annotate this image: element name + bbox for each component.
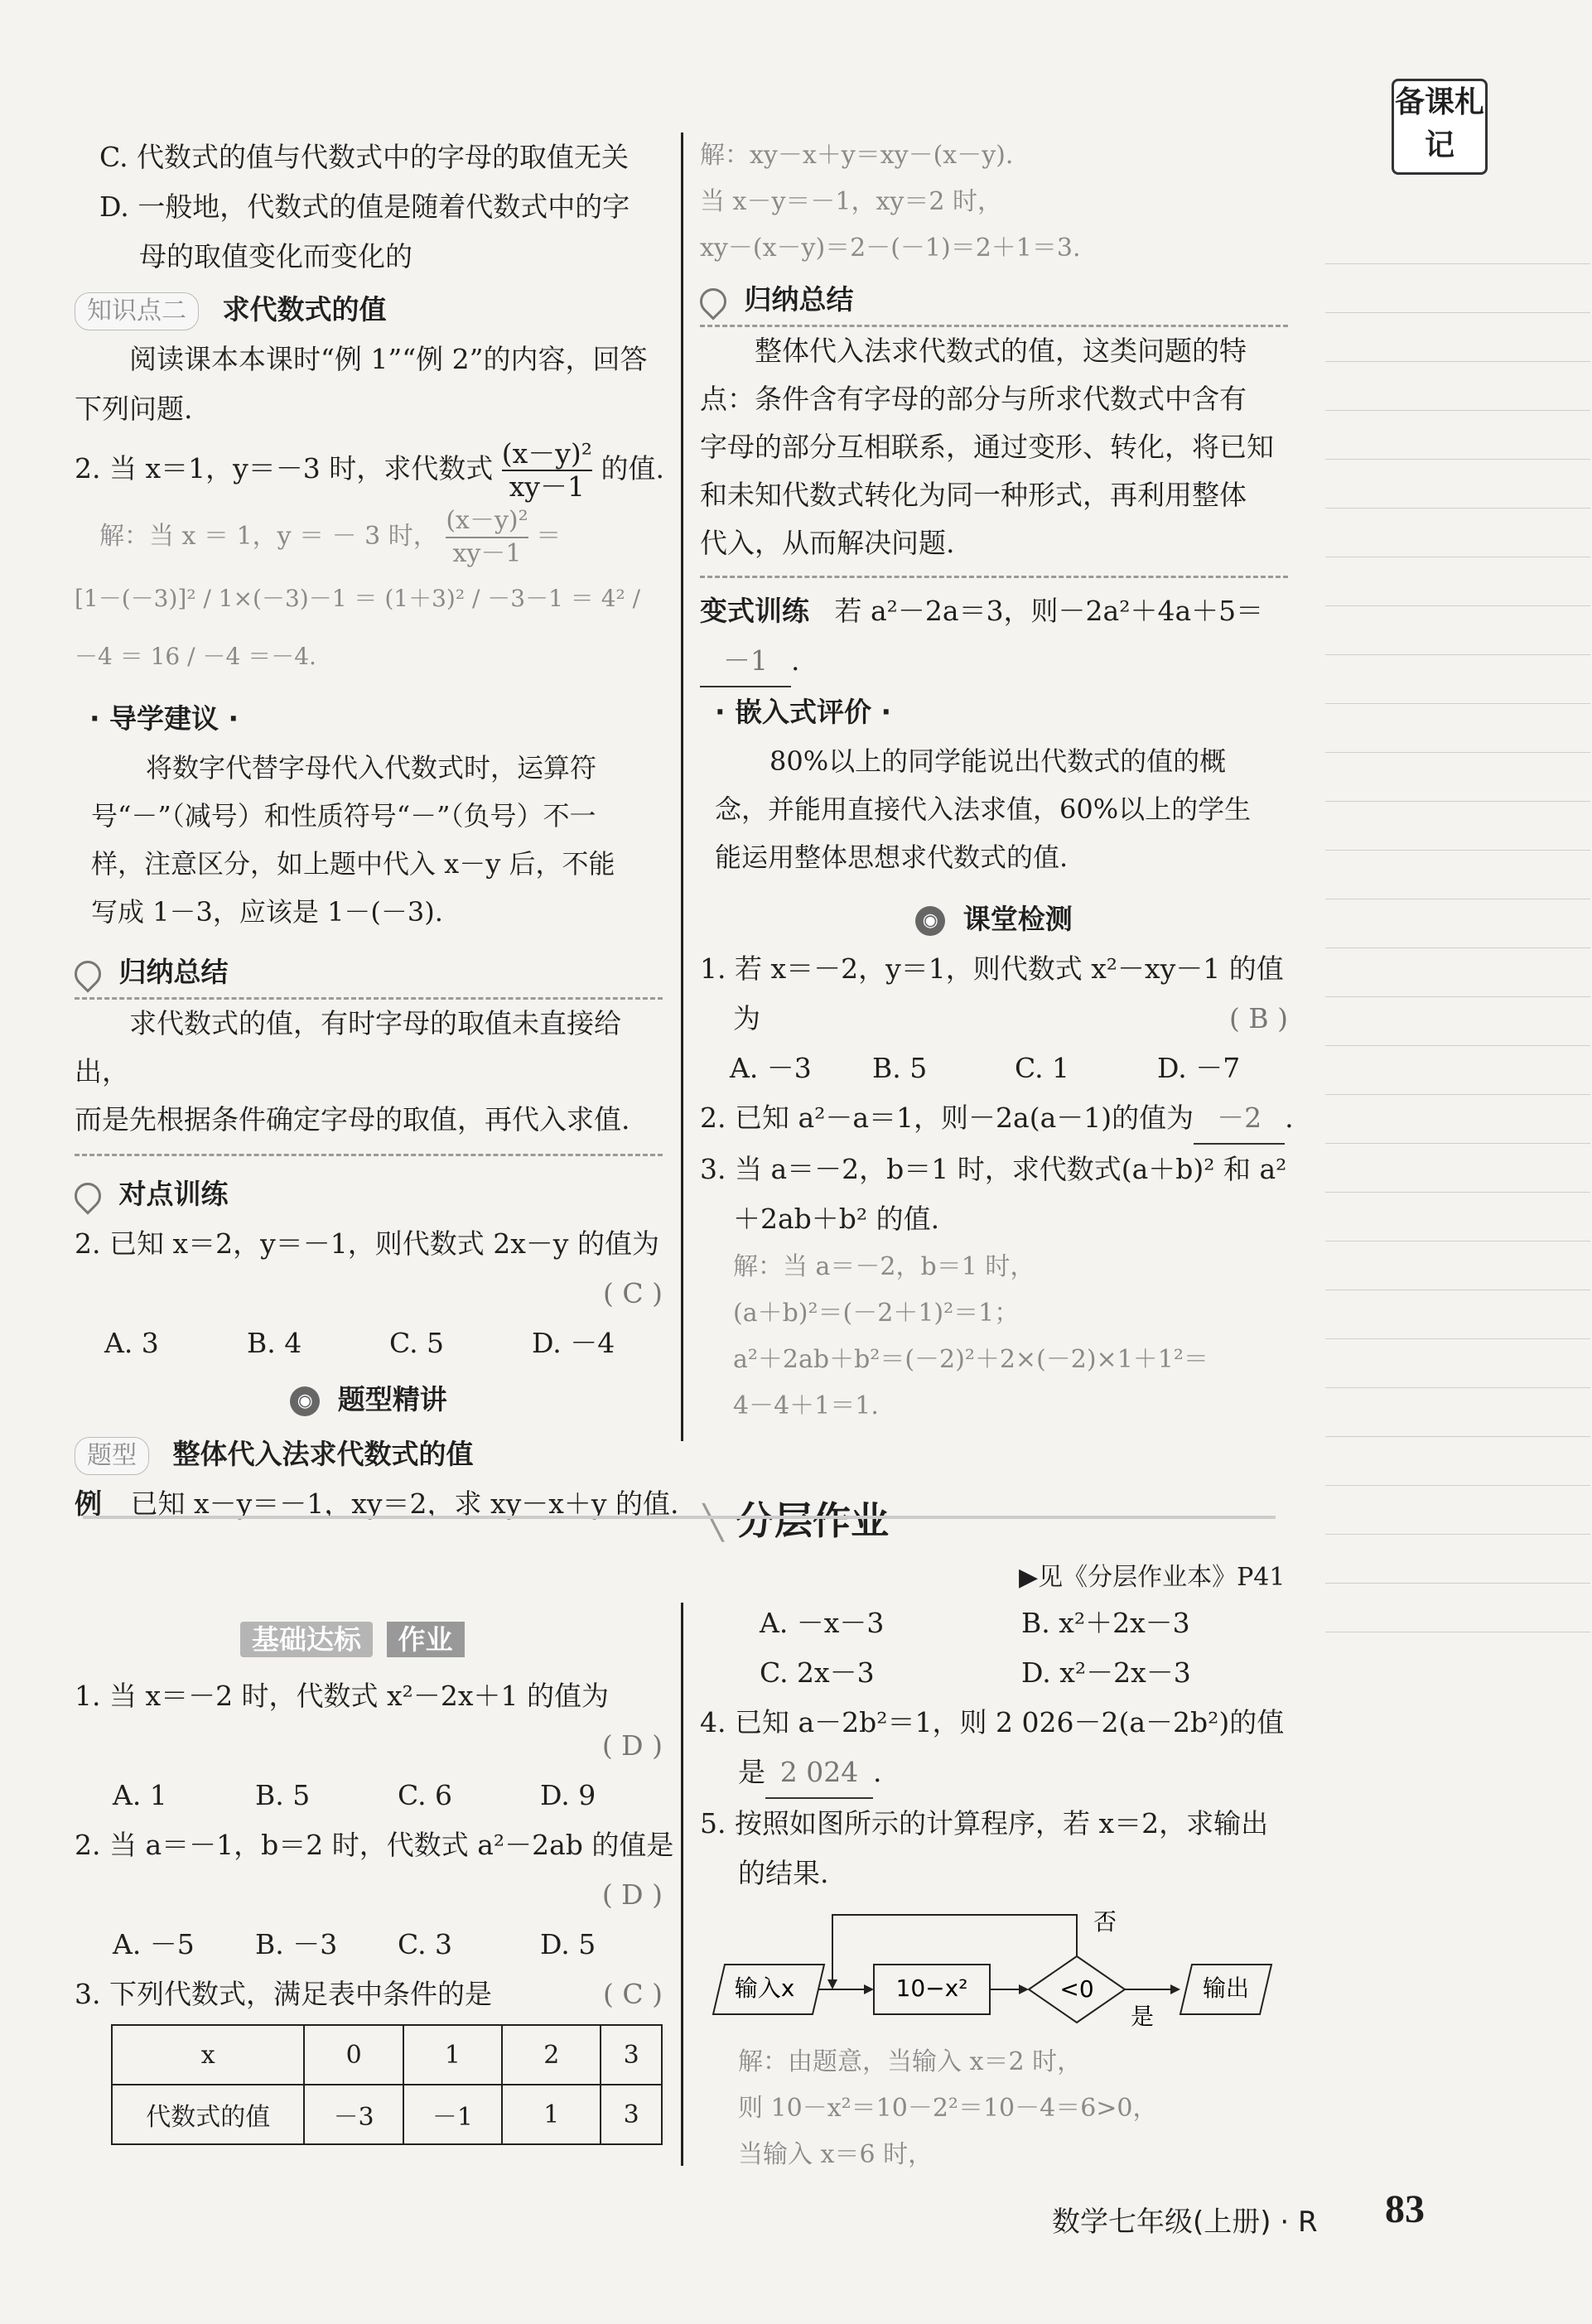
level-tag: 基础达标 (240, 1622, 373, 1657)
table-cell: x (112, 2025, 304, 2085)
hw-q3-text: 3. 下列代数式，满足表中条件的是 (75, 1978, 492, 2010)
question-2a-end: 的值. (601, 452, 664, 485)
q3-options-row2 (700, 1648, 1288, 1698)
check-q3-solution (700, 1244, 1288, 1430)
summary2-header (700, 275, 1288, 327)
summary2-title: 归纳总结 (744, 283, 854, 316)
solution-text: 解：当 x ＝ 1，y ＝ － 3 时， (99, 522, 438, 551)
table-cell: －1 (403, 2085, 502, 2144)
option-c: C. 2x－3 (760, 1656, 875, 1689)
summary2-line-3: 字母的部分互相联系，通过变形、转化，将已知 (700, 431, 1274, 463)
guide-line-4: 写成 1－3，应该是 1－(－3). (91, 896, 443, 928)
eval-line-1: 80%以上的同学能说出代数式的值的概 (769, 745, 1227, 777)
summary2-line-1: 整体代入法求代数式的值，这类问题的特 (755, 335, 1247, 367)
level-tag-2: 作业 (387, 1622, 465, 1657)
drill-title: 对点训练 (118, 1178, 229, 1210)
right-column (700, 133, 1294, 1430)
option-b: B. 4 (247, 1327, 302, 1359)
guide-line-2: 号“－”（减号）和性质符号“－”（负号）不一 (91, 800, 596, 832)
summary-text (75, 1000, 663, 1156)
eval-text (700, 737, 1288, 881)
check-title: 课堂检测 (962, 903, 1073, 935)
example-solution-1: 解：xy－x＋y＝xy－(x－y). (700, 141, 1014, 170)
option-a: A. 1 (113, 1779, 167, 1811)
notes-ruled-lines (1325, 215, 1590, 1632)
question-2a-text: 2. 当 x＝1，y＝－3 时，求代数式 (75, 452, 494, 485)
option-c: C. 6 (398, 1779, 453, 1811)
eval-title: · 嵌入式评价 · (715, 696, 892, 728)
solution-fraction (446, 505, 528, 570)
hw-q5-solution (700, 2039, 1288, 2178)
type-header (75, 1430, 663, 1479)
solution-line-2: 则 10－x²＝10－2²＝10－4＝6>0， (738, 2094, 1158, 2123)
example-solution-3: xy－(x－y)＝2－(－1)＝2＋1＝3. (700, 234, 1081, 263)
input-label: 输入x (734, 1974, 795, 2002)
check-q1-options (700, 1044, 1288, 1093)
hw-q4-answer: 2 024 (779, 1756, 859, 1788)
check-q3-line2: ＋2ab＋b² 的值. (733, 1203, 940, 1235)
variant-question (700, 586, 1288, 636)
solution-2a-line2: [1－(－3)]² / 1×(－3)－1 ＝ (1＋3)² / －3－1 ＝ 4² / －4 ＝ 16 / －4 ＝－4. (75, 585, 641, 670)
homework-title-text: 分层作业 (736, 1498, 890, 1543)
hw-q3-answer: ( C ) (603, 1978, 663, 2010)
variant-text: 若 a²－2a＝3，则－2a²＋4a＋5＝ (834, 595, 1264, 627)
table-cell: 3 (601, 2025, 662, 2085)
eval-line-3: 能运用整体思想求代数式的值. (715, 841, 1069, 873)
option-d: D. x²－2x－3 (1021, 1656, 1191, 1689)
question-2a (75, 434, 663, 504)
drill-answer (75, 1269, 663, 1319)
question-2a-fraction (502, 438, 592, 503)
table-cell: 2 (502, 2025, 601, 2085)
left-column (75, 133, 679, 1529)
check-q1-tail: 为 (733, 1002, 760, 1034)
option-d: D. －7 (1157, 1052, 1241, 1084)
solution-line-1: 解：由题意，当输入 x＝2 时， (738, 2047, 1083, 2076)
check-q1-answer: ( B ) (1229, 1002, 1288, 1034)
yes-label: 是 (1131, 2003, 1155, 2030)
hw-q3 (75, 1970, 663, 2019)
q3-options-row1 (700, 1598, 1288, 1648)
equals-sign: ＝ (536, 522, 562, 551)
table-cell: 1 (403, 2025, 502, 2085)
read-instruction-1: 阅读课本本课时“例 1”“例 2”的内容，回答 (129, 343, 648, 375)
hw-q2: 2. 当 a＝－1，b＝2 时，代数式 a²－2ab 的值是 (75, 1829, 674, 1861)
option-d: D. 9 (540, 1779, 596, 1811)
summary-header (75, 947, 663, 1000)
fraction-denominator: xy－1 (452, 539, 522, 568)
check-q2-text: 2. 已知 a²－a＝1，则－2a(a－1)的值为 (700, 1102, 1194, 1134)
no-label: 否 (1093, 1908, 1117, 1936)
drill-options (75, 1319, 663, 1368)
hw-q1-answer (75, 1721, 663, 1771)
check-q2-answer: －2 (1217, 1102, 1262, 1134)
pen-icon (69, 955, 106, 992)
option-c: C. 3 (398, 1928, 453, 1960)
table-cell: －3 (304, 2085, 403, 2144)
knowledge-point-header (75, 285, 663, 335)
option-c: C. 5 (389, 1327, 445, 1359)
table-row (112, 2025, 662, 2085)
guide-line-1: 将数字代替字母代入代数式时，运算符 (146, 752, 597, 784)
condition-label: <0 (1059, 1975, 1094, 2003)
variant-answer-line: －1 . (700, 636, 1288, 687)
summary2-line-5: 代入，从而解决问题. (700, 527, 955, 559)
hw-q2-options (75, 1920, 663, 1970)
example-label: 例 (75, 1487, 102, 1520)
guide-title: · 导学建议 · (89, 702, 239, 735)
option-b: B. 5 (255, 1779, 311, 1811)
flowchart (700, 1898, 1280, 2039)
type-section-header (75, 1375, 663, 1425)
homework-rule (83, 1516, 1276, 1519)
table-cell: 1 (502, 2085, 601, 2144)
table-cell: 代数式的值 (112, 2085, 304, 2144)
drill-header (75, 1169, 663, 1219)
option-b: B. －3 (255, 1928, 338, 1960)
summary2-text (700, 327, 1288, 578)
solution-2a-line1 (75, 504, 663, 570)
hw-q4-tail: 是 (738, 1756, 765, 1788)
level-header (75, 1615, 663, 1665)
page-number: 83 (1385, 2187, 1425, 2231)
knowledge-point-tag: 知识点二 (75, 292, 199, 330)
footer-book-title: 数学七年级(上册) · R (1052, 2206, 1318, 2239)
knowledge-point-title: 求代数式的值 (222, 293, 387, 325)
column-divider (681, 133, 683, 1441)
option-b: B. 5 (872, 1052, 928, 1084)
value-table (111, 2024, 663, 2145)
column-divider-lower (681, 1603, 683, 2166)
homework-left (75, 1615, 674, 2145)
check-q1-line2 (700, 994, 1288, 1044)
calc-label: 10−x² (895, 1974, 968, 2002)
table-cell: 3 (601, 2085, 662, 2144)
example-solution-2: 当 x－y＝－1，xy＝2 时， (700, 187, 1002, 216)
option-d-line2: 母的取值变化而变化的 (139, 240, 412, 272)
check-q3-line1: 3. 当 a＝－2，b＝1 时，求代数式(a＋b)² 和 a² (700, 1153, 1287, 1185)
homework-right (700, 1598, 1288, 2178)
output-label: 输出 (1202, 1974, 1250, 2002)
type-section-title: 题型精讲 (337, 1383, 447, 1415)
hw-q1-options (75, 1771, 663, 1820)
hw-q1: 1. 当 x＝－2 时，代数式 x²－2x＋1 的值为 (75, 1680, 609, 1712)
drill-answer-value: ( C ) (603, 1277, 663, 1309)
drill-question: 2. 已知 x＝2，y＝－1，则代数式 2x－y 的值为 (75, 1227, 659, 1260)
hw-q2-answer (75, 1870, 663, 1920)
solution-line-4: 4－4＋1＝1. (733, 1391, 879, 1420)
solution-line-3: 当输入 x＝6 时， (738, 2140, 933, 2169)
solution-line-3: a²＋2ab＋b²＝(－2)²＋2×(－2)×1＋1²＝ (733, 1345, 1208, 1374)
solution-line-1: 解：当 a＝－2，b＝1 时， (733, 1252, 1035, 1281)
summary2-line-4: 和未知代数式转化为同一种形式，再利用整体 (700, 479, 1247, 511)
table-row (112, 2085, 662, 2144)
solution-line-2: (a＋b)²＝(－2＋1)²＝1； (733, 1299, 1020, 1328)
guide-line-3: 样，注意区分，如上题中代入 x－y 后，不能 (91, 848, 615, 880)
summary-line-1: 求代数式的值，有时字母的取值未直接给出， (75, 1007, 621, 1087)
check-q2: 2. 已知 a²－a＝1，则－2a(a－1)的值为 －2 . (700, 1093, 1288, 1145)
loop-arrow (832, 1915, 1077, 1981)
homework-reference: ▶见《分层作业本》P41 (1019, 1563, 1286, 1592)
option-c: C. 代数式的值与代数式中的字母的取值无关 (99, 141, 630, 173)
summary2-line-2: 点：条件含有字母的部分与所求代数式中含有 (700, 383, 1247, 415)
option-b: B. x²＋2x－3 (1021, 1607, 1190, 1639)
option-a: A. －3 (730, 1052, 812, 1084)
pen-icon (69, 1177, 106, 1214)
check-q1-line1: 1. 若 x＝－2，y＝1，则代数式 x²－xy－1 的值 (700, 952, 1284, 985)
fraction-numerator: (x－y)² (501, 437, 592, 470)
fraction-denominator: xy－1 (509, 470, 585, 503)
type-tag: 题型 (75, 1437, 149, 1475)
lesson-notes-box: 备课札记 (1392, 79, 1488, 175)
hw-q5-line1: 5. 按照如图所示的计算程序，若 x＝2，求输出 (700, 1807, 1269, 1839)
eval-line-2: 念，并能用直接代入法求值，60%以上的学生 (715, 793, 1252, 825)
guide-text (75, 744, 663, 936)
type-name: 整体代入法求代数式的值 (172, 1438, 474, 1470)
summary-line-2: 而是先根据条件确定字母的取值，再代入求值. (75, 1103, 630, 1135)
fraction-numerator: (x－y)² (446, 505, 528, 538)
option-a: A. －x－3 (760, 1607, 885, 1639)
option-d: D. －4 (532, 1327, 615, 1359)
option-a: A. －5 (113, 1928, 195, 1960)
pen-icon (694, 282, 731, 320)
hw-q2-answer-value: ( D ) (601, 1878, 663, 1911)
variant-label: 变式训练 (700, 595, 809, 627)
variant-answer: －1 (723, 644, 768, 677)
option-d-line1: D. 一般地，代数式的值是随着代数式中的字 (99, 190, 630, 223)
summary-title: 归纳总结 (118, 956, 229, 988)
option-d: D. 5 (540, 1928, 596, 1960)
section-icon: ◉ (915, 906, 945, 936)
homework-title: ╲ 分层作业 (702, 1498, 890, 1543)
example-text: 已知 x－y＝－1，xy＝2，求 xy－x＋y 的值. (130, 1487, 679, 1520)
hw-q1-answer-value: ( D ) (601, 1729, 663, 1762)
option-c: C. 1 (1015, 1052, 1070, 1084)
hw-q5-line2: 的结果. (738, 1857, 829, 1889)
check-header (700, 894, 1288, 944)
hw-q4-line1: 4. 已知 a－2b²＝1，则 2 026－2(a－2b²)的值 (700, 1706, 1285, 1738)
option-a: A. 3 (104, 1327, 159, 1359)
table-cell: 0 (304, 2025, 403, 2085)
hw-q4-line2: 是 2 024 . (700, 1748, 1288, 1799)
section-icon: ◉ (290, 1386, 320, 1416)
read-instruction-2: 下列问题. (75, 393, 193, 425)
